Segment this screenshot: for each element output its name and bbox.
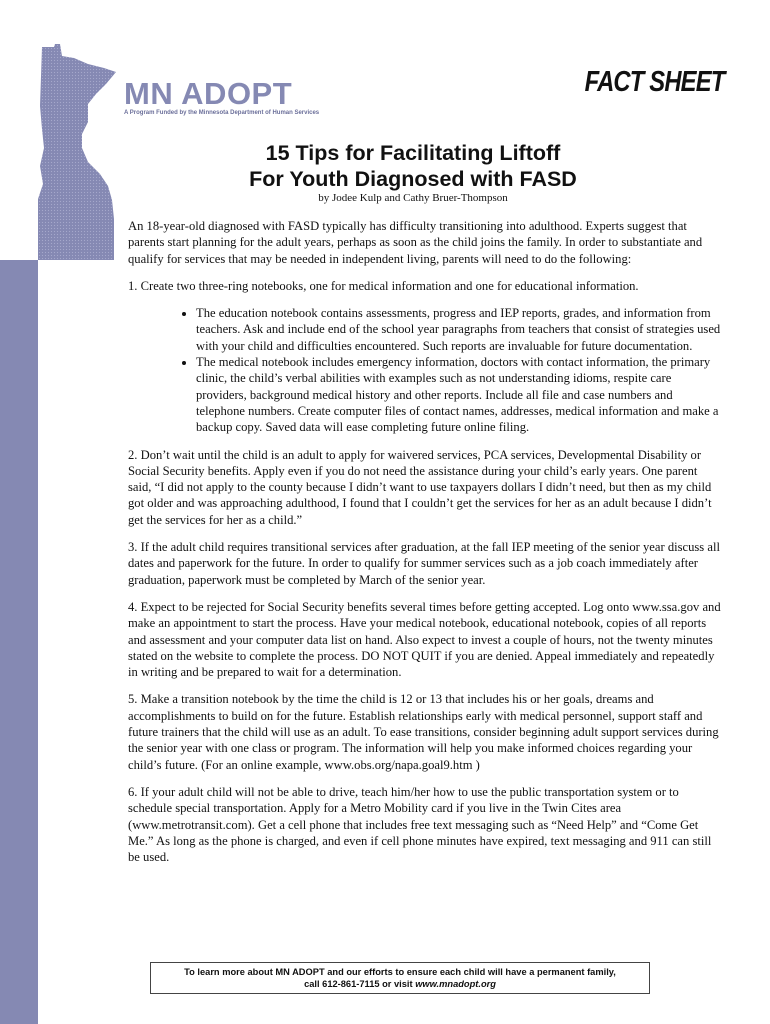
footer-contact-box [150, 962, 650, 994]
logo-tagline: A Program Funded by the Minnesota Department of Human Services [124, 110, 320, 116]
tip-2: 2. Don’t wait until the child is an adult to apply for waivered services, PCA services, Developmental Disability or Social Security benefits. Apply even if you do not need the assistance during your child’s early years. One parent said, “I did not apply to the county because I didn’t want to use taxpayers dollars I didn’t need, but then as my child got older and was approaching adulthood, I found that I couldn’t get the services for her as an adult because I didn’t get the services for her as a child.” [128, 447, 712, 527]
intro-paragraph: An 18-year-old diagnosed with FASD typically has difficulty transitioning into adulthood. Experts suggest that parents start planning for the adult years, perhaps as soon as the child joins the family. In order to substantiate and qualify for services that may be needed in independent living, parents will need to do the following: [128, 219, 703, 266]
left-accent-bar [0, 260, 38, 1024]
tip-5: 5. Make a transition notebook by the time the child is 12 or 13 that includes his or her goals, dreams and accomplishments to build on for the future. Establish relationships early with medical personnel, support staff and future trainers that the child will use as an adult. To ease transitions, consider beginning adult support services during the senior year with one class or program. The information will help you make informed choices regarding your child’s future. (For an online example, www.obs.org/napa.goal9.htm ) [128, 692, 719, 772]
title-line-2: For Youth Diagnosed with FASD [249, 167, 577, 191]
byline: by Jodee Kulp and Cathy Bruer-Thompson [318, 192, 508, 204]
tip-6: 6. If your adult child will not be able to drive, teach him/her how to use the public transportation system or to schedule special transportation. Apply for a Metro Mobility card if you live in the Twin Cites area (www.metrotransit.com). Get a cell phone that includes free text messaging such as “Need Help” and “Come Get Me.” As long as the phone is charged, and even if cell phone minutes have expired, text messaging and 911 can still be used. [128, 784, 712, 865]
footer-line-2: call 612-861-7115 or visit [304, 979, 416, 989]
tip-4: 4. Expect to be rejected for Social Security benefits several times before getting accepted. Log onto www.ssa.gov and make an appointment to start the process. Have your medical notebook, educational notebook, copies of all reports and assessment and your computer data list on hand. Also expect to invest a couple of hours, not the twenty minutes stated on the website to complete the process. DO NOT QUIT if you are denied. Appeal immediately and repeatedly in writing and be prepared to wait for a determination. [128, 599, 721, 680]
tip-3: 3. If the adult child requires transitional services after graduation, at the fall IEP meeting of the senior year discuss all dates and paperwork for the future. In order to qualify for summer services such as a job coach immediately after graduation, paperwork must be completed by March of the senior year. [128, 540, 720, 587]
article-body [128, 218, 722, 876]
tip-1: 1. Create two three-ring notebooks, one for medical information and one for educational information. [128, 278, 639, 293]
tip-1-bullet-list [128, 305, 722, 435]
footer-website-link[interactable]: www.mnadopt.org [415, 979, 496, 989]
fact-sheet-label: FACT SHEET [584, 66, 724, 98]
footer-line-1: To learn more about MN ADOPT and our efforts to ensure each child will have a permanent family, [184, 967, 616, 977]
title-line-1: 15 Tips for Facilitating Liftoff [265, 141, 561, 165]
page-title [128, 140, 698, 192]
minnesota-map-icon [38, 44, 118, 274]
logo-title: MN ADOPT [124, 76, 293, 111]
bullet-education-notebook: • The education notebook contains assessments, progress and IEP reports, grades, and information from teachers. Ask and include end of the school year paragraphs from teachers that consist of strategies used with your child and difficulties encountered. Such reports are invaluable for future documentation. [196, 305, 722, 354]
bullet-medical-notebook: • The medical notebook includes emergency information, doctors with contact information, the primary clinic, the child’s verbal abilities with examples such as not understanding idioms, respite care providers, background medical history and other reports. Include all file and case numbers and telephone numbers. Create computer files of contact names, addresses, medical information and make a backup copy. Saved data will ease completing future online filing. [196, 354, 722, 435]
